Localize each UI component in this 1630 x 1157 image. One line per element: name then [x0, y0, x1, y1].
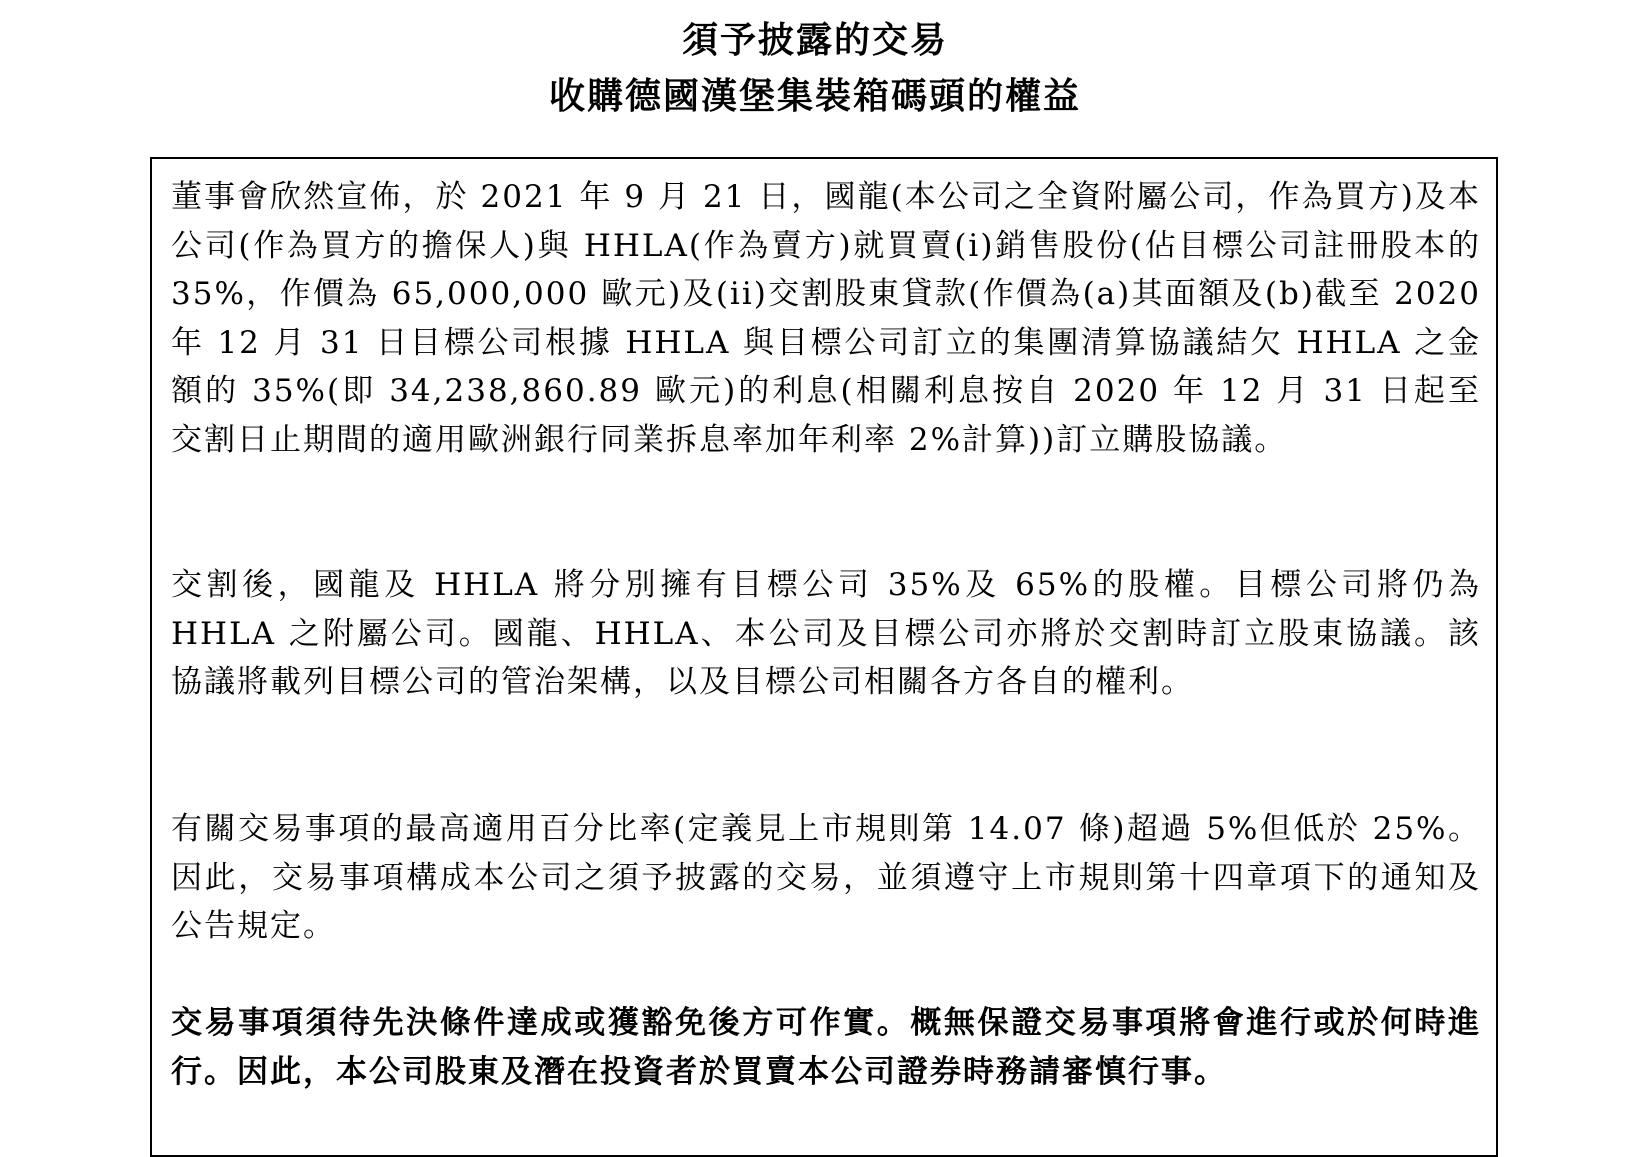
title-line-2: 收購德國漢堡集裝箱碼頭的權益 — [548, 75, 1081, 117]
title-line-1: 須予披露的交易 — [681, 19, 948, 61]
paragraph-announcement: 董事會欣然宣佈，於 2021 年 9 月 21 日，國龍(本公司之全資附屬公司，作為買方)及本公司(作為買方的擔保人)與 HHLA(作為賣方)就買賣(i)銷售股份(佔目標公司註冊股本的 35%，作價為 65,000,000 歐元)及(ii)交割股東貸款(作價為(a)其面額及(b)截至 2020 年 12 月 31 日目標公司根據 HHLA 與目標公司訂立的集團清算協議結欠 HHLA 之金額的 35%(即 34,238,860.89 歐元)的利息(相關利息按自 2020 年 12 月 31 日起至交割日止期間的適用歐洲銀行同業拆息率加年利率 2%計算))訂立購股協議。 — [171, 179, 1481, 458]
summary-box — [150, 157, 1498, 1157]
paragraph-warning: 交易事項須待先決條件達成或獲豁免後方可作實。概無保證交易事項將會進行或於何時進行。因此，本公司股東及潛在投資者於買賣本公司證券時務請審慎行事。 — [171, 1005, 1481, 1090]
paragraph-completion: 交割後，國龍及 HHLA 將分別擁有目標公司 35%及 65%的股權。目標公司將仍為 HHLA 之附屬公司。國龍、HHLA、本公司及目標公司亦將於交割時訂立股東協議。該協議將載列目標公司的管治架構，以及目標公司相關各方各自的權利。 — [171, 567, 1481, 700]
paragraph-listing-rules: 有關交易事項的最高適用百分比率(定義見上市規則第 14.07 條)超過 5%但低於 25%。因此，交易事項構成本公司之須予披露的交易，並須遵守上市規則第十四章項下的通知及公告規定。 — [171, 811, 1481, 944]
